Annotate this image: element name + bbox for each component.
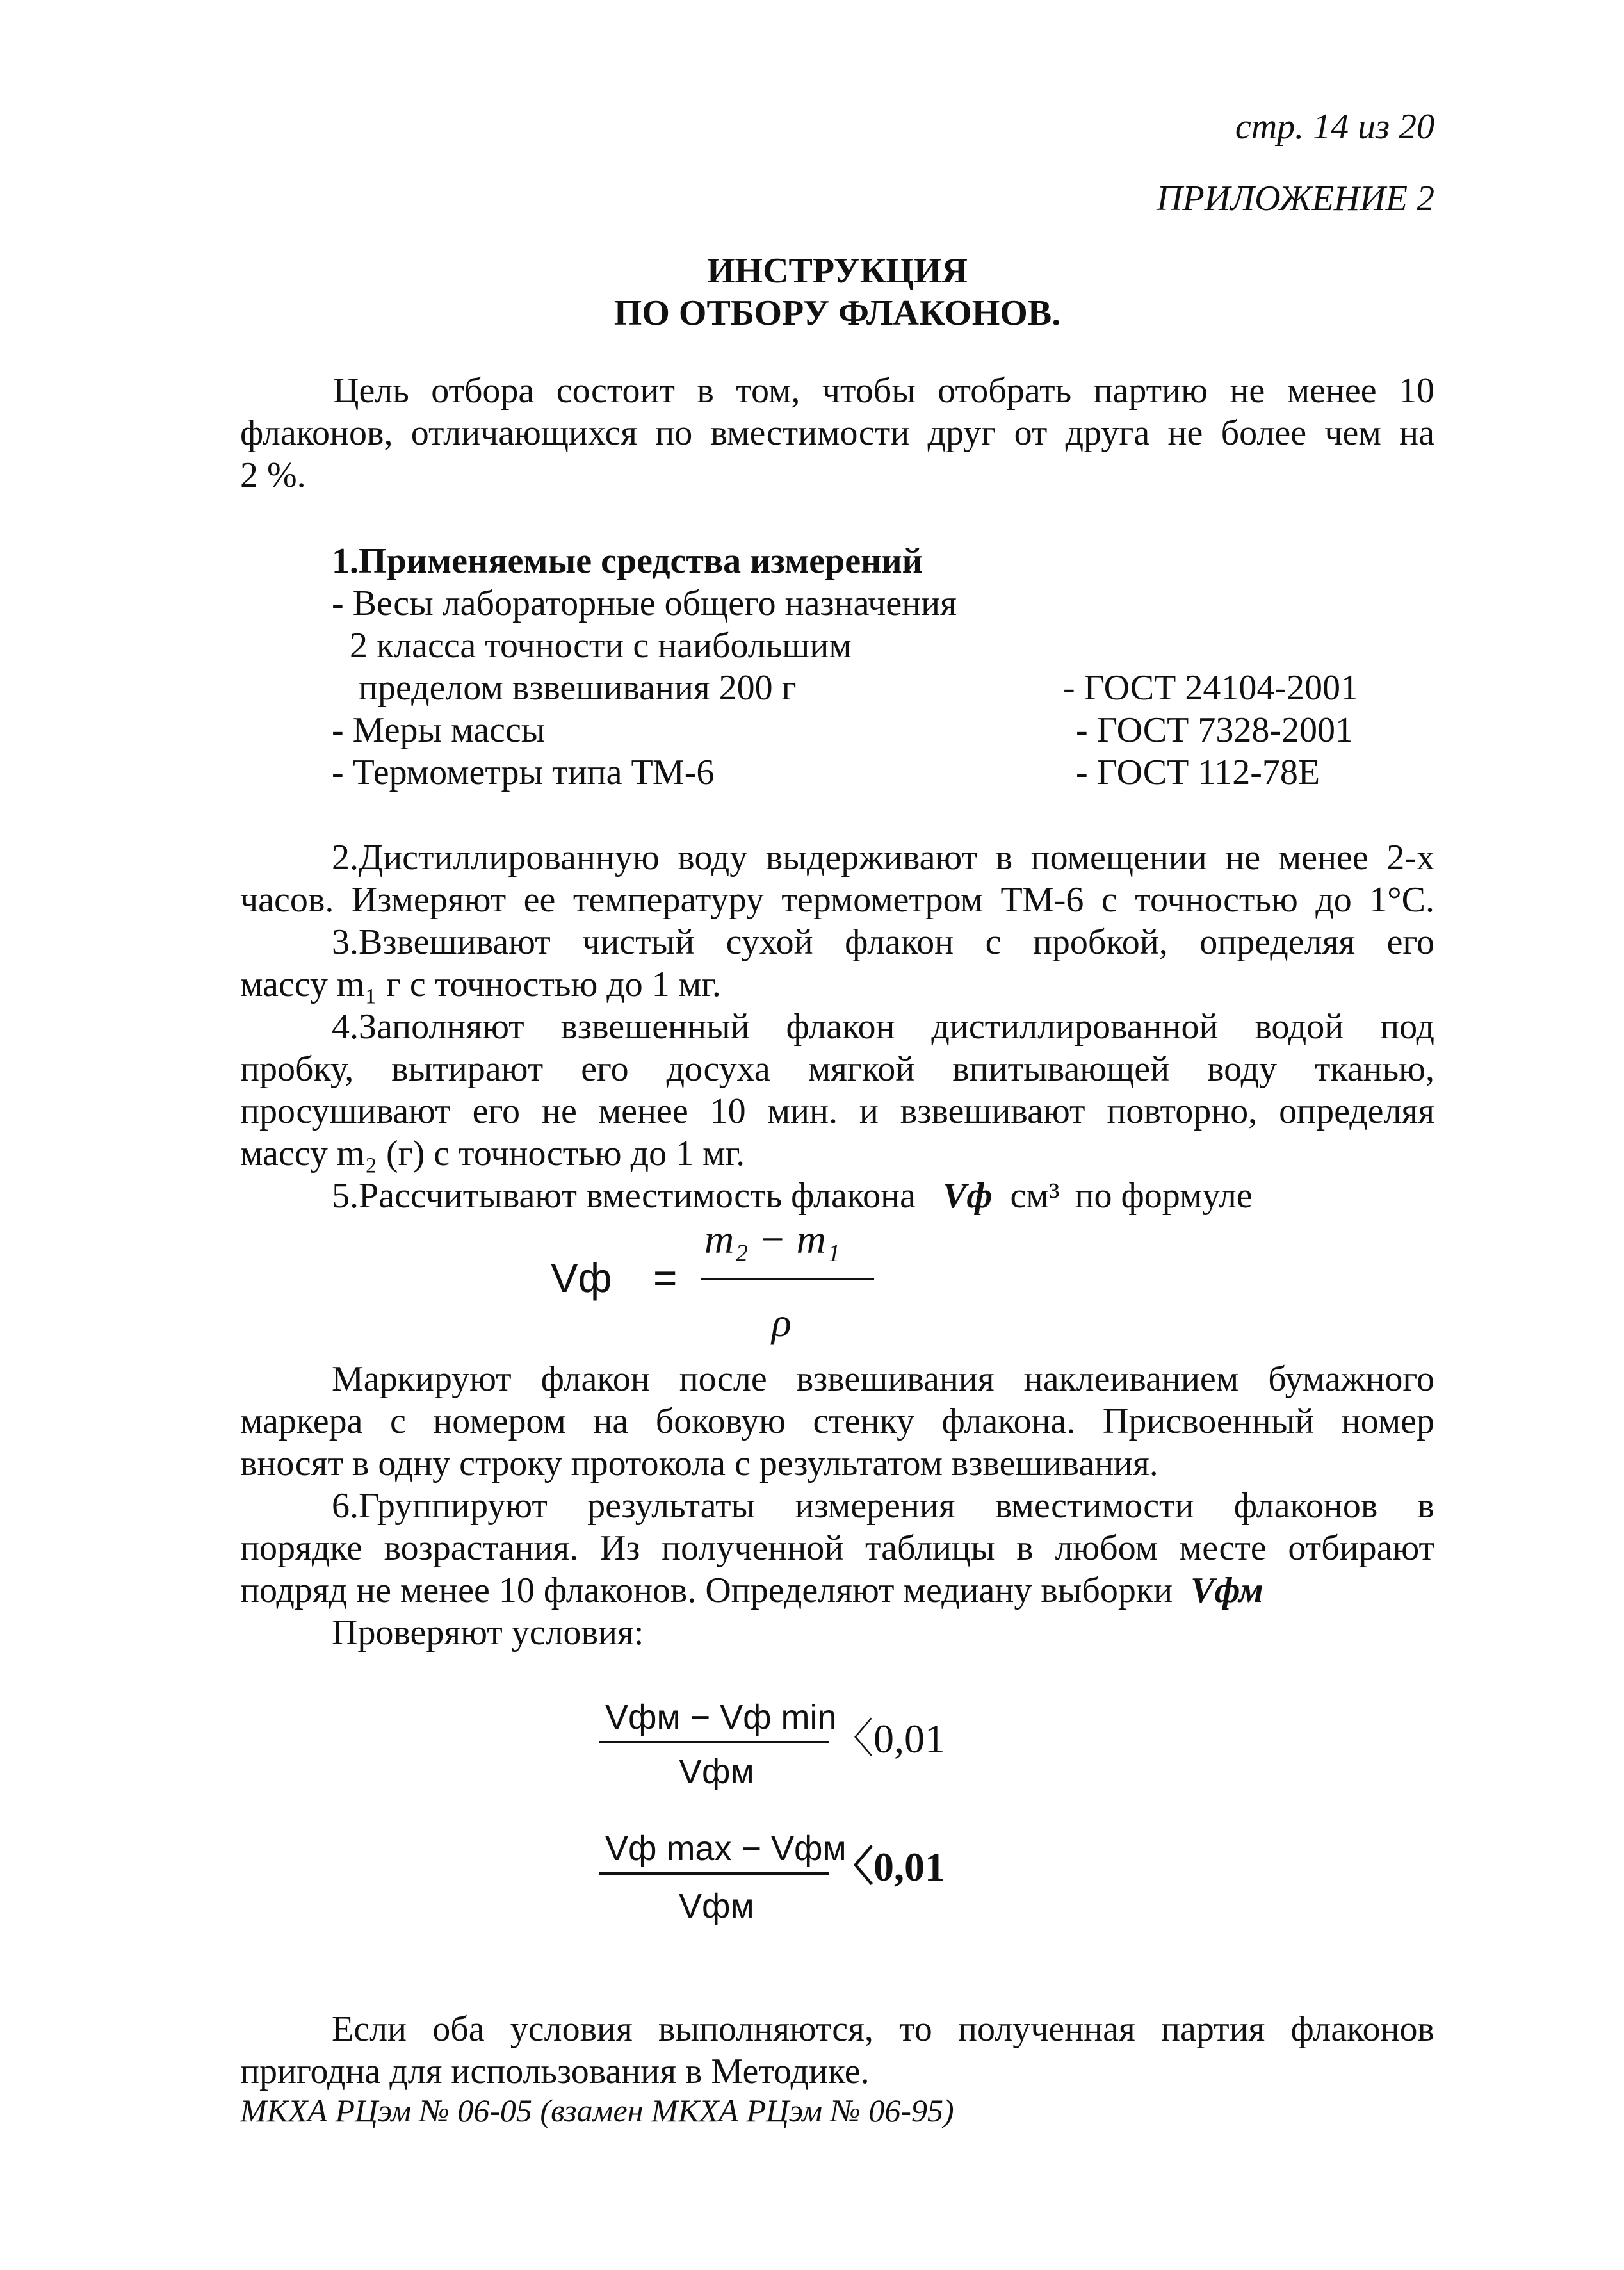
condition1-numerator: Vфм − Vф min bbox=[605, 1698, 837, 1736]
document-title: ИНСТРУКЦИЯ bbox=[707, 251, 968, 291]
formula-fraction-bar bbox=[701, 1278, 874, 1280]
formula-equals: = bbox=[653, 1255, 678, 1301]
page-number: стр. 14 из 20 bbox=[1235, 107, 1434, 147]
conclusion-line-1: Если оба условия выполняются, то полученная партия флаконов bbox=[332, 2009, 1434, 2049]
condition2-fraction-bar bbox=[599, 1872, 829, 1875]
step6-line-3 bbox=[240, 1569, 1263, 1612]
step5-text: 5.Рассчитывают вместимость флакона bbox=[332, 1176, 916, 1216]
step6-line-1: 6.Группируют результаты измерения вместимости флаконов в bbox=[332, 1486, 1434, 1526]
step4-line-3: просушивают его не менее 10 мин. и взвешивают повторно, определяя bbox=[240, 1091, 1434, 1131]
standard-ref: - ГОСТ 7328-2001 bbox=[1076, 710, 1353, 750]
condition2-rhs: 〈0,01 bbox=[832, 1844, 945, 1890]
step4-line-1: 4.Заполняют взвешенный флакон дистиллированной водой под bbox=[332, 1007, 1434, 1047]
step3-line-1: 3.Взвешивают чистый сухой флакон с пробкой, определяя его bbox=[332, 922, 1434, 962]
step4-line-4: массу m₂ (г) с точностью до 1 мг. bbox=[240, 1134, 745, 1173]
condition1-fraction-bar bbox=[599, 1741, 829, 1743]
standard-ref: - ГОСТ 112-78Е bbox=[1076, 753, 1320, 792]
volume-symbol: Vф bbox=[943, 1176, 993, 1216]
section-heading: 1.Применяемые средства измерений bbox=[332, 541, 923, 581]
step2-line-1: 2.Дистиллированную воду выдерживают в помещении не менее 2-х bbox=[332, 838, 1434, 878]
check-conditions: Проверяют условия: bbox=[332, 1613, 644, 1653]
step5-line bbox=[332, 1175, 1253, 1217]
standard-ref: - ГОСТ 24104-2001 bbox=[1063, 668, 1358, 708]
instrument-line: - Меры массы bbox=[332, 710, 546, 750]
intro-line-2: флаконов, отличающихся по вместимости друг от друга не более чем на bbox=[240, 413, 1434, 453]
marking-line-3: вносят в одну строку протокола с результатом взвешивания. bbox=[240, 1444, 1158, 1483]
step5-text-after: по формуле bbox=[1075, 1176, 1253, 1216]
instrument-line: пределом взвешивания 200 г bbox=[359, 668, 797, 708]
step4-line-2: пробку, вытирают его досуха мягкой впитывающей воду тканью, bbox=[240, 1049, 1434, 1089]
instrument-line: - Весы лабораторные общего назначения bbox=[332, 584, 957, 623]
appendix-label: ПРИЛОЖЕНИЕ 2 bbox=[1157, 179, 1434, 218]
formula-denominator: ρ bbox=[772, 1300, 792, 1345]
marking-line-2: маркера с номером на боковую стенку флакона. Присвоенный номер bbox=[240, 1401, 1434, 1441]
formula-volume-lhs: Vф bbox=[551, 1255, 612, 1301]
step2-line-2: часов. Измеряют ее температуру термометром ТМ-6 с точностью до 1°С. bbox=[240, 880, 1434, 920]
instrument-line: - Термометры типа ТМ-6 bbox=[332, 753, 715, 792]
step6-text: подряд не менее 10 флаконов. Определяют медиану выборки bbox=[240, 1571, 1173, 1610]
intro-line-3: 2 %. bbox=[240, 455, 306, 495]
condition1-rhs: 〈0,01 bbox=[832, 1716, 945, 1761]
step6-line-2: порядке возрастания. Из полученной таблицы в любом месте отбирают bbox=[240, 1528, 1434, 1568]
condition2-denominator: Vфм bbox=[679, 1887, 754, 1925]
footer-reference: МКХА РЦэм № 06-05 (взамен МКХА РЦэм № 06-95) bbox=[240, 2093, 954, 2128]
condition2-numerator: Vф max − Vфм bbox=[605, 1829, 847, 1868]
conclusion-line-2: пригодна для использования в Методике. bbox=[240, 2052, 870, 2091]
intro-line-1: Цель отбора состоит в том, чтобы отобрать партию не менее 10 bbox=[333, 371, 1434, 411]
volume-unit: см³ bbox=[1010, 1176, 1060, 1216]
marking-line-1: Маркируют флакон после взвешивания наклеиванием бумажного bbox=[332, 1359, 1434, 1399]
step3-line-2: массу m₁ г с точностью до 1 мг. bbox=[240, 965, 721, 1004]
formula-numerator: m₂ − m₁ bbox=[704, 1216, 841, 1262]
document-subtitle: ПО ОТБОРУ ФЛАКОНОВ. bbox=[613, 293, 1061, 333]
median-symbol: Vфм bbox=[1190, 1571, 1263, 1610]
condition1-denominator: Vфм bbox=[679, 1752, 754, 1791]
instrument-line: 2 класса точности с наибольшим bbox=[350, 626, 852, 665]
